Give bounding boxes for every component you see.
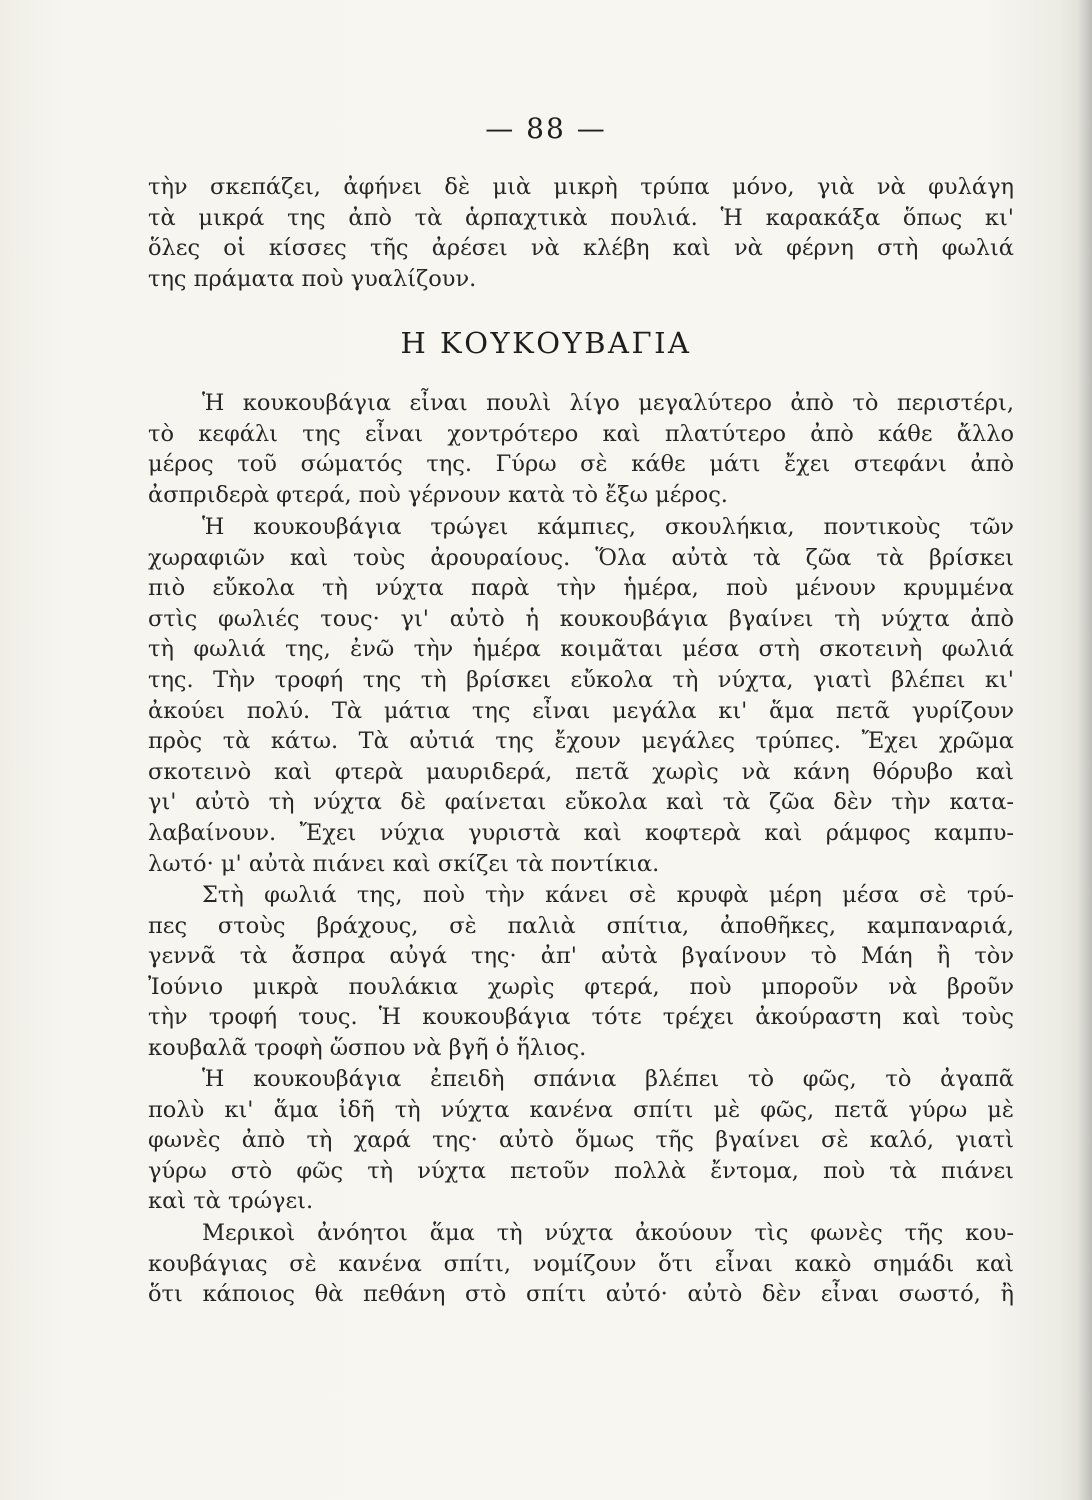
text-line: φωνὲς ἀπὸ τὴ χαρά της· αὐτὸ ὅμως τῆς βγαίνει σὲ καλό, γιατὶ: [148, 1127, 1014, 1154]
paragraph-2: [148, 388, 1014, 510]
text-line: Ἡ κουκουβάγια εἶναι πουλὶ λίγο μεγαλύτερο ἀπὸ τὸ περιστέρι,: [202, 390, 1014, 416]
text-line: καὶ τὰ τρώγει.: [148, 1188, 314, 1215]
text-line: ὅλες οἱ κίσσες τῆς ἀρέσει νὰ κλέβη καὶ νὰ φέρνη στὴ φωλιά: [148, 235, 1014, 262]
page-edge-shadow: [1078, 0, 1092, 1500]
text-line: Ἡ κουκουβάγια τρώγει κάμπιες, σκουλήκια, ποντικοὺς τῶν: [202, 514, 1014, 540]
text-line: γύρω στὸ φῶς τὴ νύχτα πετοῦν πολλὰ ἔντομα, ποὺ τὰ πιάνει: [148, 1157, 1014, 1184]
paragraph-4: [148, 880, 1014, 1064]
paragraph-1: [148, 172, 1014, 294]
text-line: κουβαλᾶ τροφὴ ὥσπου νὰ βγῆ ὁ ἥλιος.: [148, 1034, 587, 1061]
text-line: ὅτι κάποιος θὰ πεθάνη στὸ σπίτι αὐτό· αὐτὸ δὲν εἶναι σωστό, ἢ: [148, 1281, 1014, 1308]
text-line: μέρος τοῦ σώματός της. Γύρω σὲ κάθε μάτι ἔχει στεφάνι ἀπὸ: [148, 451, 1014, 478]
text-line: Ἡ κουκουβάγια ἐπειδὴ σπάνια βλέπει τὸ φῶς, τὸ ἀγαπᾶ: [202, 1066, 1014, 1092]
text-line: Στὴ φωλιά της, ποὺ τὴν κάνει σὲ κρυφὰ μέρη μέσα σὲ τρύ-: [202, 882, 1014, 908]
text-line: στὶς φωλιές τους· γι' αὐτὸ ἡ κουκουβάγια βγαίνει τὴ νύχτα ἀπὸ: [148, 605, 1014, 632]
text-line: πιὸ εὔκολα τὴ νύχτα παρὰ τὴν ἡμέρα, ποὺ μένουν κρυμμένα: [148, 575, 1014, 602]
paragraph-6: [148, 1218, 1014, 1310]
text-line: Μερικοὶ ἀνόητοι ἅμα τὴ νύχτα ἀκούουν τὶς φωνὲς τῆς κου-: [202, 1220, 1014, 1246]
text-line: σκοτεινὸ καὶ φτερὰ μαυριδερά, πετᾶ χωρὶς νὰ κάνη θόρυβο καὶ: [148, 758, 1014, 785]
text-line: της. Τὴν τροφή της τὴ βρίσκει εὔκολα τὴ νύχτα, γιατὶ βλέπει κι': [148, 666, 1014, 693]
text-line: γι' αὐτὸ τὴ νύχτα δὲ φαίνεται εὔκολα καὶ τὰ ζῶα δὲν τὴν κατα-: [148, 789, 1014, 816]
text-line: χωραφιῶν καὶ τοὺς ἀρουραίους. Ὅλα αὐτὰ τὰ ζῶα τὰ βρίσκει: [148, 544, 1014, 571]
text-line: πρὸς τὰ κάτω. Τὰ αὐτιά της ἔχουν μεγάλες τρύπες. Ἔχει χρῶμα: [148, 728, 1014, 755]
section-heading: Η ΚΟΥΚΟΥΒΑΓΙΑ: [400, 326, 692, 360]
text-line: κουβάγιας σὲ κανένα σπίτι, νομίζουν ὅτι εἶναι κακὸ σημάδι καὶ: [148, 1250, 1014, 1277]
text-line: τὴν τροφή τους. Ἡ κουκουβάγια τότε τρέχει ἀκούραστη καὶ τοὺς: [148, 1004, 1014, 1031]
text-line: τὴν σκεπάζει, ἀφήνει δὲ μιὰ μικρὴ τρύπα μόνο, γιὰ νὰ φυλάγη: [148, 174, 1014, 200]
text-line: της πράματα ποὺ γυαλίζουν.: [148, 265, 477, 292]
text-line: πες στοὺς βράχους, σὲ παλιὰ σπίτια, ἀποθῆκες, καμπαναριά,: [148, 912, 1014, 939]
text-line: λαβαίνουν. Ἔχει νύχια γυριστὰ καὶ κοφτερὰ καὶ ράμφος καμπυ-: [148, 819, 1014, 846]
text-line: ἀσπριδερὰ φτερά, ποὺ γέρνουν κατὰ τὸ ἔξω μέρος.: [148, 481, 728, 508]
text-line: πολὺ κι' ἅμα ἰδῆ τὴ νύχτα κανένα σπίτι μὲ φῶς, πετᾶ γύρω μὲ: [148, 1096, 1014, 1123]
text-line: λωτό· μ' αὐτὰ πιάνει καὶ σκίζει τὰ ποντίκια.: [148, 850, 660, 877]
text-line: τὸ κεφάλι της εἶναι χοντρότερο καὶ πλατύτερο ἀπὸ κάθε ἄλλο: [148, 420, 1014, 447]
text-line: ἀκούει πολύ. Τὰ μάτια της εἶναι μεγάλα κι' ἅμα πετᾶ γυρίζουν: [148, 697, 1014, 724]
text-line: τὴ φωλιά της, ἐνῶ τὴν ἡμέρα κοιμᾶται μέσα στὴ σκοτεινὴ φωλιά: [148, 636, 1014, 663]
paragraph-3: [148, 512, 1014, 879]
text-line: γεννᾶ τὰ ἄσπρα αὐγά της· ἀπ' αὐτὰ βγαίνουν τὸ Μάη ἢ τὸν: [148, 943, 1014, 970]
page-number: — 88 —: [485, 112, 607, 145]
paragraph-5: [148, 1064, 1014, 1217]
text-line: Ἰούνιο μικρὰ πουλάκια χωρὶς φτερά, ποὺ μποροῦν νὰ βροῦν: [148, 973, 1014, 1000]
text-line: τὰ μικρά της ἀπὸ τὰ ἁρπαχτικὰ πουλιά. Ἡ καρακάξα ὅπως κι': [148, 204, 1014, 231]
